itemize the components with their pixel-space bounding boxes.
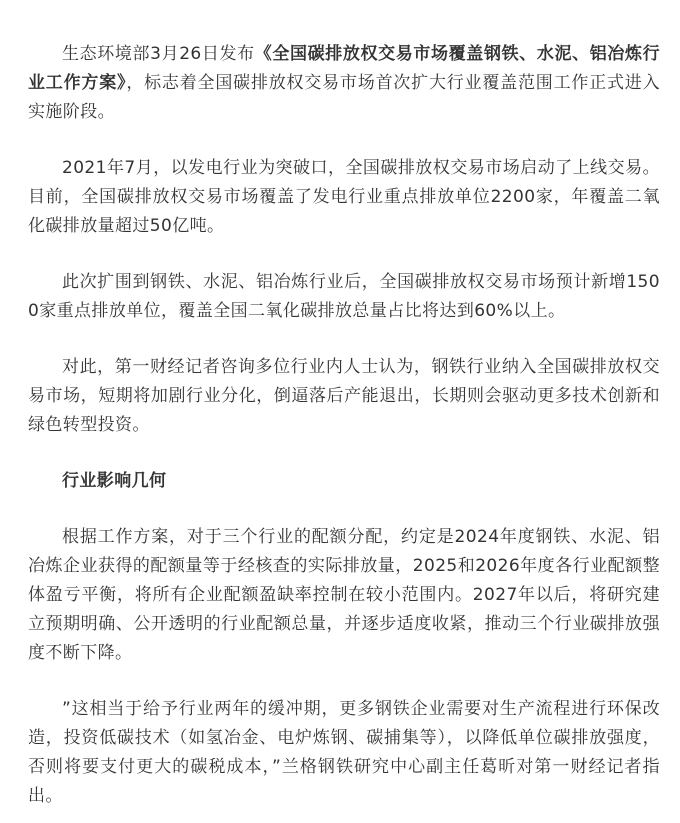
paragraph-expansion: 此次扩围到钢铁、水泥、铝冶炼行业后，全国碳排放权交易市场预计新增1500家重点排放单位，覆盖全国二氧化碳排放总量占比将达到60%以上。	[28, 272, 660, 321]
intro-tail-text: ，标志着全国碳排放权交易市场首次扩大行业覆盖范围工作正式进入实施阶段。	[28, 73, 661, 122]
policy-document-title: 《全国碳排放权交易市场覆盖钢铁、水泥、铝冶炼行业工作方案》	[28, 44, 660, 93]
paragraph-intro	[28, 40, 660, 127]
paragraph-industry-view: 对此，第一财经记者咨询多位行业内人士认为，钢铁行业纳入全国碳排放权交易市场，短期将加剧行业分化，倒逼落后产能退出，长期则会驱动更多技术创新和绿色转型投资。	[28, 357, 660, 435]
section-heading: 行业影响几何	[62, 471, 167, 491]
intro-lead-text: 生态环境部3月26日发布	[62, 44, 255, 64]
paragraph-quota-allocation: 根据工作方案，对于三个行业的配额分配，约定是2024年度钢铁、水泥、铝冶炼企业获得的配额量等于经核查的实际排放量，2025和2026年度各行业配额整体盈亏平衡，将所有企业配额盈缺率控制在较小范围内。2027年以后，将研究建立预期明确、公开透明的行业配额总量，并逐步适度收紧，推动三个行业碳排放强度不断下降。	[28, 527, 660, 663]
paragraph-expert-quote: ”这相当于给予行业两年的缓冲期，更多钢铁企业需要对生产流程进行环保改造，投资低碳技术（如氢冶金、电炉炼钢、碳捕集等），以降低单位碳排放强度，否则将要支付更大的碳税成本，”兰格钢铁研究中心副主任葛昕对第一财经记者指出。	[28, 699, 660, 806]
paragraph-history: 2021年7月，以发电行业为突破口，全国碳排放权交易市场启动了上线交易。目前，全国碳排放权交易市场覆盖了发电行业重点排放单位2200家，年覆盖二氧化碳排放量超过50亿吨。	[28, 158, 660, 236]
